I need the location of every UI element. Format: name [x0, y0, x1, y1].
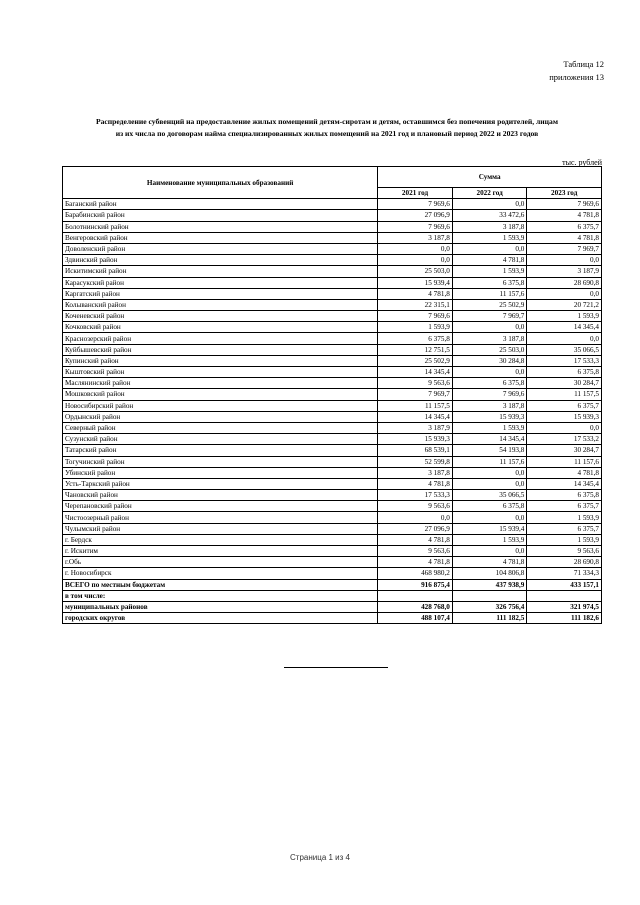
row-value-2021: 3 187,9	[378, 422, 453, 433]
row-value-2023: 14 345,4	[527, 322, 602, 333]
row-name: Доволенский район	[63, 243, 378, 254]
table-row	[63, 534, 602, 545]
table-row	[63, 490, 602, 501]
row-value-2023: 0,0	[527, 255, 602, 266]
table-row	[63, 266, 602, 277]
document-title	[60, 116, 594, 140]
row-value-2022: 0,0	[452, 322, 527, 333]
row-value-2021: 17 533,3	[378, 490, 453, 501]
row-name: Чистоозерный район	[63, 512, 378, 523]
column-header-2021: 2021 год	[378, 188, 453, 199]
table-row	[63, 333, 602, 344]
including-row	[63, 590, 602, 601]
row-value-2021: 6 375,8	[378, 333, 453, 344]
table-row	[63, 299, 602, 310]
row-value-2021: 0,0	[378, 255, 453, 266]
row-value-2021: 7 969,6	[378, 199, 453, 210]
row-value-2023: 11 157,5	[527, 389, 602, 400]
row-name: Венгеровский район	[63, 232, 378, 243]
row-value-2022: 7 969,6	[452, 389, 527, 400]
row-name: Чулымский район	[63, 523, 378, 534]
row-value-2021: 9 563,6	[378, 546, 453, 557]
row-value-2021: 0,0	[378, 243, 453, 254]
table-row	[63, 411, 602, 422]
row-value-2023: 1 593,9	[527, 311, 602, 322]
table-row	[63, 512, 602, 523]
row-name: Здвинский район	[63, 255, 378, 266]
row-value-2023: 15 939,3	[527, 411, 602, 422]
municipal-districts-2021: 428 768,0	[378, 601, 453, 612]
row-value-2022: 0,0	[452, 546, 527, 557]
municipal-districts-2022: 326 756,4	[452, 601, 527, 612]
table-row	[63, 288, 602, 299]
total-2021: 916 875,4	[378, 579, 453, 590]
row-value-2022: 3 187,8	[452, 221, 527, 232]
row-value-2021: 4 781,8	[378, 534, 453, 545]
row-value-2023: 6 375,8	[527, 367, 602, 378]
row-name: г. Искитим	[63, 546, 378, 557]
row-value-2022: 0,0	[452, 243, 527, 254]
appendix-label: приложения 13	[549, 72, 604, 82]
table-row	[63, 355, 602, 366]
row-name: Татарский район	[63, 445, 378, 456]
row-value-2022: 33 472,6	[452, 210, 527, 221]
row-value-2023: 7 969,6	[527, 199, 602, 210]
column-header-sum: Сумма	[378, 167, 602, 188]
row-value-2022: 25 503,0	[452, 344, 527, 355]
row-value-2023: 6 375,7	[527, 523, 602, 534]
row-value-2023: 35 066,5	[527, 344, 602, 355]
table-row	[63, 467, 602, 478]
table-row	[63, 199, 602, 210]
row-value-2021: 15 939,3	[378, 434, 453, 445]
row-value-2021: 7 969,6	[378, 311, 453, 322]
row-value-2023: 30 284,7	[527, 445, 602, 456]
table-row	[63, 389, 602, 400]
row-name: г. Новосибирск	[63, 568, 378, 579]
row-value-2022: 3 187,8	[452, 333, 527, 344]
table-row	[63, 568, 602, 579]
urban-districts-name: городских округов	[63, 613, 378, 624]
row-value-2022: 15 939,3	[452, 411, 527, 422]
row-name: Кыштовский район	[63, 367, 378, 378]
urban-districts-2021: 488 107,4	[378, 613, 453, 624]
row-value-2021: 7 969,7	[378, 389, 453, 400]
row-value-2021: 7 969,6	[378, 221, 453, 232]
row-value-2021: 22 315,1	[378, 299, 453, 310]
row-value-2021: 14 345,4	[378, 367, 453, 378]
row-value-2023: 71 334,3	[527, 568, 602, 579]
row-name: Карасукский район	[63, 277, 378, 288]
urban-districts-2023: 111 182,6	[527, 613, 602, 624]
row-value-2021: 27 096,9	[378, 523, 453, 534]
subsidy-table	[62, 166, 602, 624]
table-row	[63, 367, 602, 378]
row-value-2023: 6 375,8	[527, 490, 602, 501]
municipal-districts-2023: 321 974,5	[527, 601, 602, 612]
table-body	[63, 199, 602, 624]
table-row	[63, 445, 602, 456]
row-name: Краснозерский район	[63, 333, 378, 344]
including-label: в том числе:	[63, 590, 378, 601]
table-row	[63, 232, 602, 243]
row-value-2021: 12 751,5	[378, 344, 453, 355]
row-value-2021: 468 980,2	[378, 568, 453, 579]
table-row	[63, 243, 602, 254]
row-value-2021: 11 157,5	[378, 400, 453, 411]
row-value-2021: 25 503,0	[378, 266, 453, 277]
row-value-2023: 17 533,2	[527, 434, 602, 445]
table-row	[63, 434, 602, 445]
row-name: г. Бердск	[63, 534, 378, 545]
row-value-2023: 4 781,8	[527, 232, 602, 243]
row-value-2022: 54 193,8	[452, 445, 527, 456]
total-2023: 433 157,1	[527, 579, 602, 590]
row-value-2021: 4 781,8	[378, 288, 453, 299]
row-name: Куйбышевский район	[63, 344, 378, 355]
row-value-2021: 52 599,8	[378, 456, 453, 467]
total-name: ВСЕГО по местным бюджетам	[63, 579, 378, 590]
units-label: тыс. рублей	[562, 158, 602, 167]
row-value-2022: 11 157,6	[452, 288, 527, 299]
row-value-2023: 6 375,7	[527, 400, 602, 411]
table-row	[63, 501, 602, 512]
row-value-2023: 1 593,9	[527, 534, 602, 545]
row-value-2023: 6 375,7	[527, 501, 602, 512]
row-value-2021: 27 096,9	[378, 210, 453, 221]
row-value-2022: 0,0	[452, 512, 527, 523]
row-name: Каргатский район	[63, 288, 378, 299]
row-name: Убинский район	[63, 467, 378, 478]
row-value-2022: 25 502,9	[452, 299, 527, 310]
table-row	[63, 546, 602, 557]
row-value-2023: 4 781,8	[527, 210, 602, 221]
row-value-2022: 104 806,8	[452, 568, 527, 579]
row-value-2022: 0,0	[452, 467, 527, 478]
table-row	[63, 456, 602, 467]
table-row	[63, 322, 602, 333]
title-line-2: из их числа по договорам найма специализированных жилых помещений на 2021 год и плановый период 2022 и 2023 годов	[115, 129, 539, 138]
row-value-2023: 0,0	[527, 422, 602, 433]
title-line-1: Распределение субвенций на предоставление жилых помещений детям-сиротам и детям, оставшимся без попечения родителей, лицам	[95, 117, 559, 126]
row-value-2022: 4 781,8	[452, 557, 527, 568]
separator-line	[284, 667, 388, 668]
row-value-2021: 14 345,4	[378, 411, 453, 422]
row-value-2022: 11 157,6	[452, 456, 527, 467]
row-name: г.Обь	[63, 557, 378, 568]
table-row	[63, 255, 602, 266]
row-value-2023: 14 345,4	[527, 478, 602, 489]
row-name: Колыванский район	[63, 299, 378, 310]
row-name: Черепановский район	[63, 501, 378, 512]
row-value-2023: 28 690,8	[527, 557, 602, 568]
table-row	[63, 557, 602, 568]
row-value-2022: 1 593,9	[452, 232, 527, 243]
row-value-2021: 0,0	[378, 512, 453, 523]
row-value-2021: 4 781,8	[378, 478, 453, 489]
row-value-2023: 9 563,6	[527, 546, 602, 557]
row-value-2022: 3 187,8	[452, 400, 527, 411]
urban-districts-row	[63, 613, 602, 624]
row-value-2023: 0,0	[527, 288, 602, 299]
row-name: Тогучинский район	[63, 456, 378, 467]
table-row	[63, 400, 602, 411]
row-value-2021: 15 939,4	[378, 277, 453, 288]
row-value-2022: 15 939,4	[452, 523, 527, 534]
row-value-2021: 3 187,8	[378, 232, 453, 243]
row-value-2021: 4 781,8	[378, 557, 453, 568]
row-name: Новосибирский район	[63, 400, 378, 411]
row-name: Искитимский район	[63, 266, 378, 277]
column-header-2022: 2022 год	[452, 188, 527, 199]
row-value-2023: 17 533,3	[527, 355, 602, 366]
row-name: Сузунский район	[63, 434, 378, 445]
table-row	[63, 277, 602, 288]
column-header-name: Наименование муниципальных образований	[63, 167, 378, 199]
row-value-2021: 9 563,6	[378, 501, 453, 512]
row-value-2022: 4 781,8	[452, 255, 527, 266]
row-name: Барабинский район	[63, 210, 378, 221]
row-name: Ордынский район	[63, 411, 378, 422]
table-row	[63, 344, 602, 355]
municipal-districts-name: муниципальных районов	[63, 601, 378, 612]
row-name: Северный район	[63, 422, 378, 433]
row-value-2023: 4 781,8	[527, 467, 602, 478]
table-row	[63, 523, 602, 534]
row-value-2022: 1 593,9	[452, 422, 527, 433]
row-value-2022: 7 969,7	[452, 311, 527, 322]
row-name: Мошковский район	[63, 389, 378, 400]
row-value-2022: 35 066,5	[452, 490, 527, 501]
page-footer: Страница 1 из 4	[290, 853, 350, 862]
row-name: Болотнинский район	[63, 221, 378, 232]
column-header-2023: 2023 год	[527, 188, 602, 199]
row-value-2022: 0,0	[452, 199, 527, 210]
row-value-2022: 0,0	[452, 367, 527, 378]
row-value-2021: 25 502,9	[378, 355, 453, 366]
row-value-2021: 9 563,6	[378, 378, 453, 389]
table-row	[63, 478, 602, 489]
row-value-2021: 3 187,8	[378, 467, 453, 478]
municipal-districts-row	[63, 601, 602, 612]
row-value-2022: 6 375,8	[452, 277, 527, 288]
table-number: Таблица 12	[563, 59, 604, 69]
total-2022: 437 938,9	[452, 579, 527, 590]
table-row	[63, 221, 602, 232]
row-name: Коченевский район	[63, 311, 378, 322]
table-row	[63, 422, 602, 433]
row-name: Маслянинский район	[63, 378, 378, 389]
urban-districts-2022: 111 182,5	[452, 613, 527, 624]
row-value-2023: 20 721,2	[527, 299, 602, 310]
row-value-2021: 68 539,1	[378, 445, 453, 456]
total-row	[63, 579, 602, 590]
row-value-2023: 3 187,9	[527, 266, 602, 277]
row-value-2023: 11 157,6	[527, 456, 602, 467]
row-value-2022: 30 284,8	[452, 355, 527, 366]
row-value-2021: 1 593,9	[378, 322, 453, 333]
row-name: Купинский район	[63, 355, 378, 366]
row-value-2023: 7 969,7	[527, 243, 602, 254]
table-row	[63, 210, 602, 221]
row-value-2023: 30 284,7	[527, 378, 602, 389]
row-value-2022: 1 593,9	[452, 534, 527, 545]
row-name: Кочковский район	[63, 322, 378, 333]
row-value-2022: 14 345,4	[452, 434, 527, 445]
row-value-2023: 28 690,8	[527, 277, 602, 288]
row-value-2023: 1 593,9	[527, 512, 602, 523]
row-value-2022: 0,0	[452, 478, 527, 489]
row-value-2023: 0,0	[527, 333, 602, 344]
row-name: Баганский район	[63, 199, 378, 210]
row-value-2022: 1 593,9	[452, 266, 527, 277]
row-value-2022: 6 375,8	[452, 378, 527, 389]
row-value-2022: 6 375,8	[452, 501, 527, 512]
row-name: Усть-Таркский район	[63, 478, 378, 489]
row-name: Чановский район	[63, 490, 378, 501]
table-row	[63, 311, 602, 322]
row-value-2023: 6 375,7	[527, 221, 602, 232]
table-row	[63, 378, 602, 389]
